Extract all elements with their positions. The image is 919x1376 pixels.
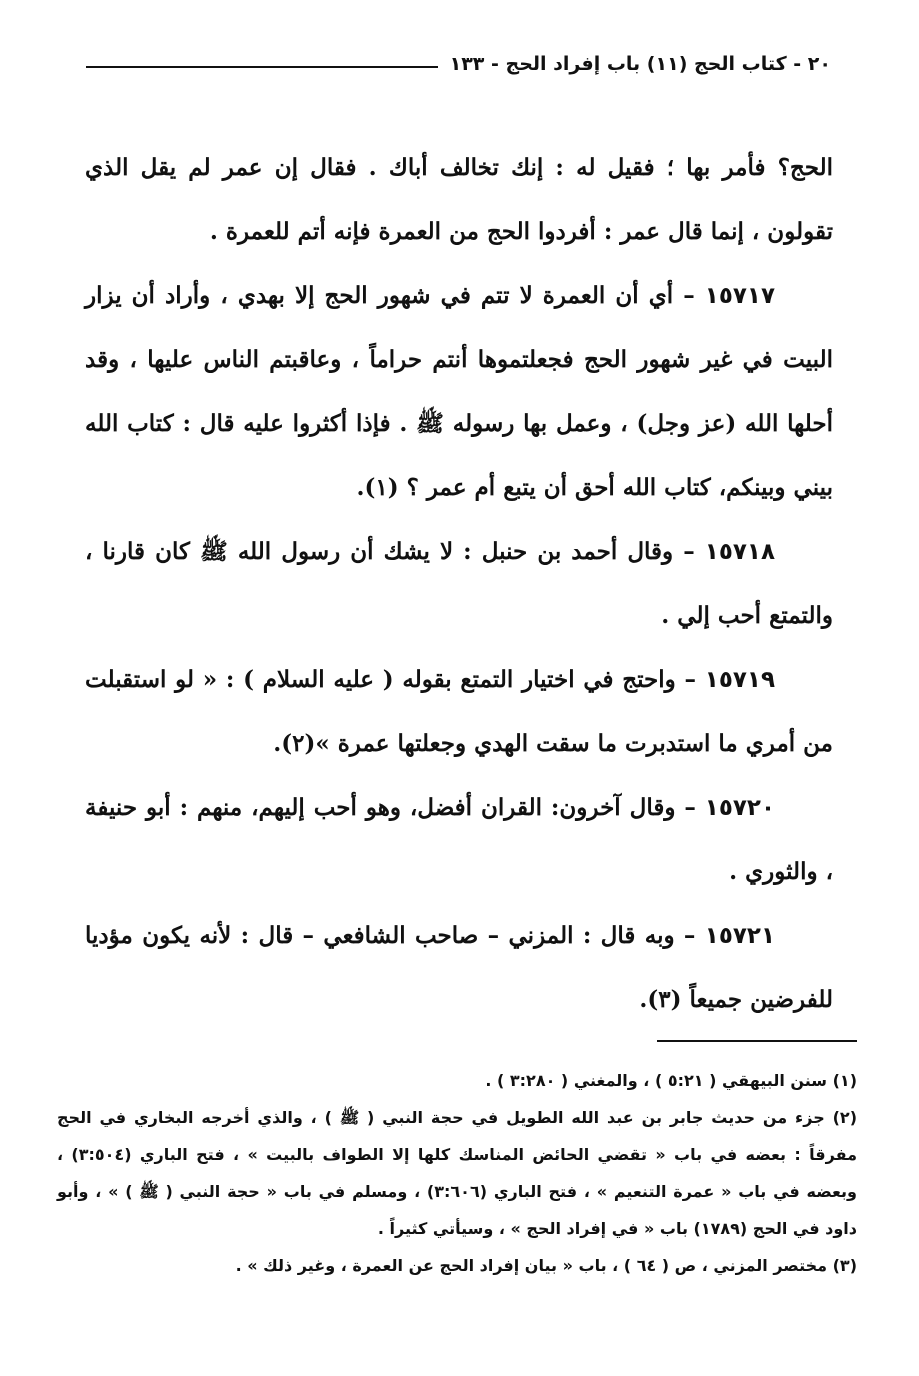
running-head-text: ٢٠ - كتاب الحج (١١) باب إفراد الحج - ١٣٣ [449, 53, 831, 75]
paragraph-number: ١٥٧٢١ [704, 923, 775, 949]
running-head-rule [86, 66, 438, 68]
paragraph-15719 [85, 648, 833, 776]
paragraph-text: – وبه قال : المزني – صاحب الشافعي – قال : لأنه يكون مؤديا للفرضين جميعاً (٣). [85, 922, 833, 1013]
paragraph-15720 [85, 776, 833, 904]
paragraph-text: – وقال آخرون: القران أفضل، وهو أحب إليهم، منهم : أبو حنيفة ، والثوري . [85, 794, 833, 885]
paragraph-number: ١٥٧٢٠ [704, 795, 775, 821]
footnote-separator [657, 1040, 857, 1042]
footnote-1: (١) سنن البيهقي ( ٥:٢١ ) ، والمغني ( ٣:٢٨٠ ) . [485, 1071, 857, 1090]
paragraph-15717 [85, 264, 833, 520]
paragraph-text: – واحتج في اختيار التمتع بقوله ( عليه السلام ) : « لو استقبلت من أمري ما استدبرت ما سقت الهدي وجعلتها عمرة »(٢). [85, 666, 833, 757]
running-head [86, 44, 831, 84]
footnote-2: (٢) جزء من حديث جابر بن عبد الله الطويل في حجة النبي ( ﷺ ) ، والذي أخرجه البخاري في الحج مفرقاً : بعضه في باب « تقضي الحائض المناسك كلها إلا الطواف بالبيت » ، فتح الباري (٣:٥٠٤) ، وبعضه في باب « عمرة التنعيم » ، فتح الباري (٣:٦٠٦) ، ومسلم في باب « حجة النبي ( ﷺ ) » ، وأبو داود في الحج (١٧٨٩) باب « في إفراد الحج » ، وسيأتي كثيراً . [57, 1108, 858, 1238]
footnotes [57, 1062, 857, 1284]
paragraph-number: ١٥٧١٨ [704, 539, 775, 565]
paragraph-text: الحج؟ فأمر بها ؛ فقيل له : إنك تخالف أباك . فقال إن عمر لم يقل الذي تقولون ، إنما قال عمر : أفردوا الحج من العمرة فإنه أتم للعمرة . [85, 154, 833, 245]
paragraph-number: ١٥٧١٧ [704, 283, 775, 309]
paragraph-15718 [85, 520, 833, 648]
paragraph-text: – وقال أحمد بن حنبل : لا يشك أن رسول الله ﷺ كان قارنا ، والتمتع أحب إلي . [85, 538, 833, 629]
footnote-3: (٣) مختصر المزني ، ص ( ٦٤ ) ، باب « بيان إفراد الحج عن العمرة ، وغير ذلك » . [235, 1256, 857, 1275]
main-text [85, 136, 833, 1032]
paragraph-15721 [85, 904, 833, 1032]
paragraph-number: ١٥٧١٩ [704, 667, 775, 693]
paragraph-text: – أي أن العمرة لا تتم في شهور الحج إلا بهدي ، وأراد أن يزار البيت في غير شهور الحج فجعلتموها أنتم حراماً ، وعاقبتم الناس عليها ، وقد أحلها الله (عز وجل) ، وعمل بها رسوله ﷺ . فإذا أكثروا عليه قال : كتاب الله بيني وبينكم، كتاب الله أحق أن يتبع أم عمر ؟ (١). [85, 282, 833, 501]
paragraph-continuation [85, 136, 833, 264]
